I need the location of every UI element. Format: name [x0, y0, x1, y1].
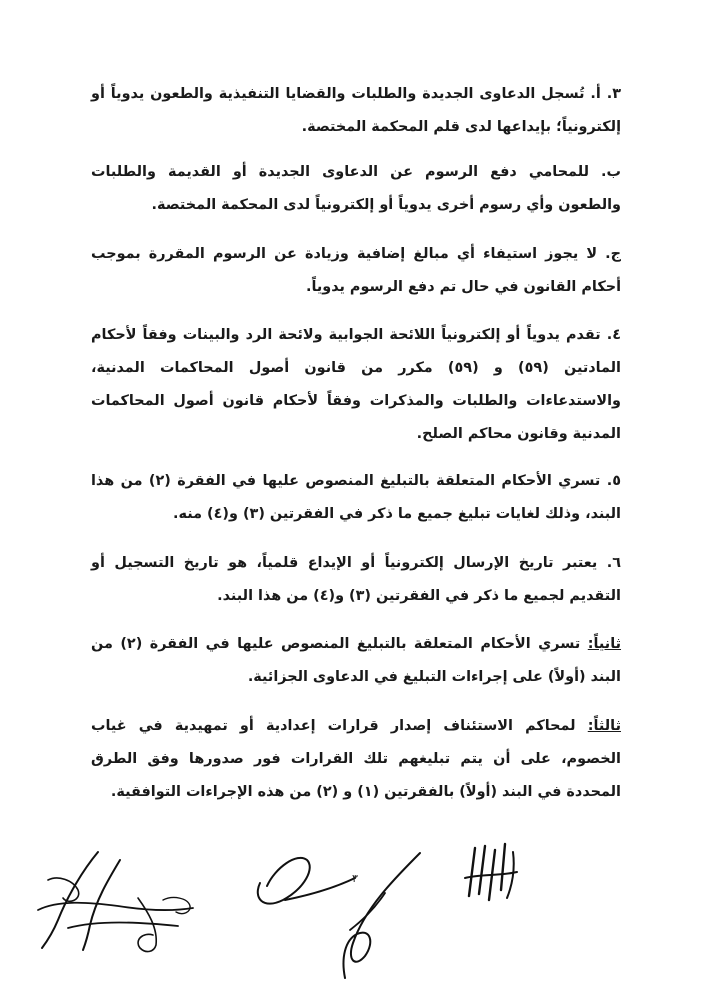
paragraph-text: تسري الأحكام المتعلقة بالتبليغ المنصوص عليها في الفقرة (٢) من البند (أولاً) على إجراءات التبليغ في الدعاوى الجزائية. — [91, 636, 621, 685]
paragraph-thalithan — [91, 710, 621, 809]
paragraph-text: لمحاكم الاستئناف إصدار قرارات إعدادية أو تمهيدية في غياب الخصوم، على أن يتم تبليغهم تلك القرارات فور صدورها وفق الطرق المحددة في البند (أولاً) بالفقرتين (١) و (٢) من هذه الإجراءات التوافقية. — [91, 718, 621, 800]
signature-center — [245, 838, 435, 988]
paragraph-3c — [91, 238, 621, 304]
paragraph-text: ج. لا يجوز استيفاء أي مبالغ إضافية وزيادة عن الرسوم المقررة بموجب أحكام القانون في حال تم دفع الرسوم يدوياً. — [91, 246, 621, 295]
signature-right — [455, 838, 535, 918]
paragraph-6 — [91, 547, 621, 613]
paragraph-text: ٥. تسري الأحكام المتعلقة بالتبليغ المنصوص عليها في الفقرة (٢) من هذا البند، وذلك لغايات تبليغ جميع ما ذكر في الفقرتين (٣) و(٤) منه. — [91, 473, 621, 522]
signature-left — [28, 840, 203, 960]
section-lead: ثانياً: — [587, 636, 622, 652]
paragraph-thaniyan — [91, 628, 621, 694]
paragraph-5 — [91, 465, 621, 531]
paragraph-text: ٦. يعتبر تاريخ الإرسال إلكترونياً أو الإيداع قلمياً، هو تاريخ التسجيل أو التقديم لجميع ما ذكر في الفقرتين (٣) و(٤) من هذا البند. — [91, 555, 621, 604]
paragraph-text: ٤. تقدم يدوياً أو إلكترونياً اللائحة الجوابية ولائحة الرد والبينات وفقاً لأحكام المادتين (٥٩) و (٥٩) مكرر من قانون أصول المحاكمات المدنية، والاستدعاءات والطلبات والمذكرات وفقاً لأحكام قانون أصول المحاكمات المدنية وقانون محاكم الصلح. — [91, 327, 621, 442]
paragraph-text: ٣. أ. تُسجل الدعاوى الجديدة والطلبات والقضايا التنفيذية والطعون يدوياً أو إلكترونياً؛ بإيداعها لدى قلم المحكمة المختصة. — [91, 86, 621, 135]
paragraph-3a — [91, 78, 621, 144]
section-lead: ثالثاً: — [587, 718, 621, 734]
paragraph-3b — [91, 156, 621, 222]
paragraph-text: ب. للمحامي دفع الرسوم عن الدعاوى الجديدة أو القديمة والطلبات والطعون وأي رسوم أخرى يدوياً أو إلكترونياً لدى المحكمة المختصة. — [91, 164, 621, 213]
paragraph-4 — [91, 319, 621, 451]
page-number: ٣ — [352, 872, 358, 885]
